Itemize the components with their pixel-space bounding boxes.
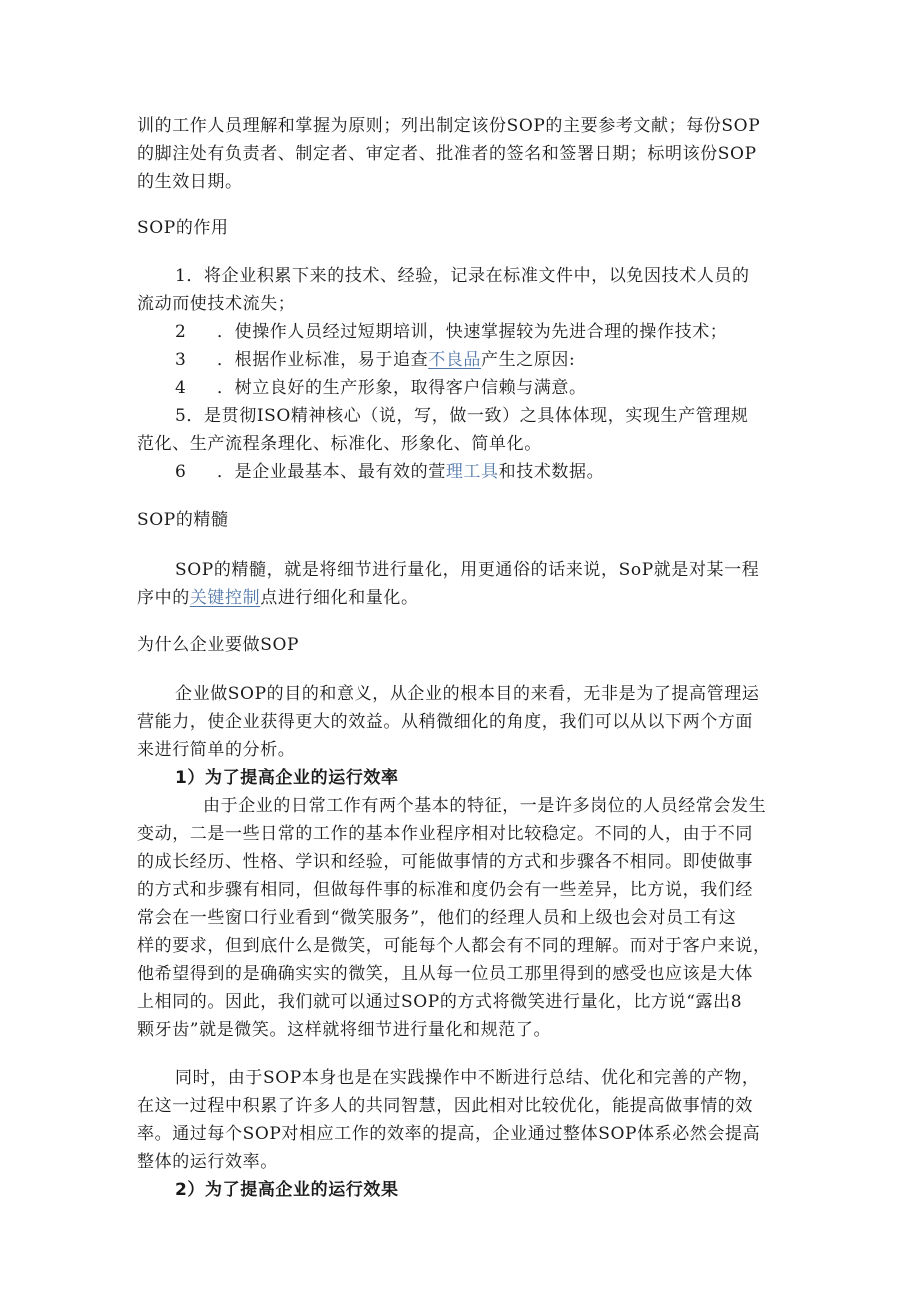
why-p2-line-7: 他希望得到的是确确实实的微笑，且从每一位员工那里得到的感受也应该是大体	[137, 964, 753, 984]
why-p2-line-3: 的成长经历、性格、学识和经验，可能做事情的方式和步骤各不相同。即使做事	[137, 852, 753, 872]
essence-line-1: SOP的精髓，就是将细节进行量化，用更通俗的话来说，SoP就是对某一程	[175, 560, 760, 580]
item-number: 5	[175, 406, 187, 426]
why-p2-line-4: 的方式和步骤有相同，但做每件事的标准和度仍会有一些差异，比方说，我们经	[137, 880, 753, 900]
item-text: ．是贯彻ISO精神核心（说，写，做一致）之具体体现，实现生产管理规	[186, 406, 749, 426]
why-p2-line-6: 样的要求，但到底什么是微笑，可能每个人都会有不同的理解。而对于客户来说，	[137, 936, 771, 956]
role-item-1-cont: 流动而使技术流失；	[137, 294, 296, 314]
why-p2-line-2: 变动，二是一些日常的工作的基本作业程序相对比较稳定。不同的人，由于不同	[137, 824, 753, 844]
why-p3-line-2: 在这一过程中积累了许多人的共同智慧，因此相对比较优化，能提高做事情的效	[137, 1096, 753, 1116]
why-p2-line-9: 颗牙齿”就是微笑。这样就将细节进行量化和规范了。	[137, 1020, 552, 1040]
item-number: 1	[175, 266, 187, 286]
role-item-2	[175, 318, 727, 346]
item-text: ．使操作人员经过短期培训，快速掌握较为先进合理的操作技术；	[217, 322, 728, 342]
why-p3-line-1: 同时，由于SOP本身也是在实践操作中不断进行总结、优化和完善的产物，	[175, 1068, 760, 1088]
item-number: 2	[175, 322, 187, 342]
item-text-after: 产生之原因:	[481, 350, 576, 370]
why-p2-line-5: 常会在一些窗口行业看到“微笑服务”，他们的经理人员和上级也会对员工有这	[137, 908, 737, 928]
why-p2-line-1: 由于企业的日常工作有两个基本的特征，一是许多岗位的人员经常会发生	[203, 796, 767, 816]
subheading-efficiency: 1）为了提高企业的运行效率	[175, 768, 399, 788]
role-item-4	[175, 374, 587, 402]
essence-text: 序中的	[137, 588, 190, 608]
essence-text-after: 点进行细化和量化。	[260, 588, 419, 608]
essence-line-2	[137, 584, 419, 612]
item-text: ．根据作业标准，易于追查	[217, 350, 429, 370]
why-p3-line-3: 率。通过每个SOP对相应工作的效率的提高，企业通过整体SOP体系必然会提高	[137, 1124, 761, 1144]
item-number: 6	[175, 462, 187, 482]
subheading-effectiveness: 2）为了提高企业的运行效果	[175, 1180, 399, 1200]
key-control-link[interactable]: 关键控制	[189, 588, 261, 608]
why-p2-line-8: 上相同的。因此，我们就可以通过SOP的方式将微笑进行量化，比方说“露出8	[137, 992, 743, 1012]
item-number: 4	[175, 378, 187, 398]
item-text-after: 和技术数据。	[498, 462, 605, 482]
role-item-6	[175, 458, 604, 486]
section-title-role: SOP的作用	[137, 218, 229, 238]
management-tool-link[interactable]: 理工具	[445, 462, 499, 482]
item-text: ．将企业积累下来的技术、经验，记录在标准文件中，以免因技术人员的	[186, 266, 750, 286]
why-p1-line-1: 企业做SOP的目的和意义，从企业的根本目的来看，无非是为了提高管理运	[175, 684, 760, 704]
intro-line-2: 的脚注处有负责者、制定者、审定者、批准者的签名和签署日期；标明该份SOP	[137, 144, 757, 164]
section-title-essence: SOP的精髓	[137, 510, 229, 530]
role-item-3	[175, 346, 575, 374]
why-p1-line-3: 来进行简单的分析。	[137, 740, 296, 760]
item-text: ．是企业最基本、最有效的萱	[217, 462, 446, 482]
role-item-1	[175, 262, 750, 290]
why-p3-line-4: 整体的运行效率。	[137, 1152, 278, 1172]
why-p1-line-2: 营能力，使企业获得更大的效益。从稍微细化的角度，我们可以从以下两个方面	[137, 712, 753, 732]
defective-product-link[interactable]: 不良品	[428, 350, 482, 370]
role-item-5	[175, 402, 749, 430]
role-item-5-cont: 范化、生产流程条理化、标准化、形象化、简单化。	[137, 434, 542, 454]
item-number: 3	[175, 350, 187, 370]
intro-line-1: 训的工作人员理解和掌握为原则；列出制定该份SOP的主要参考文献；每份SOP	[137, 116, 761, 136]
item-text: ．树立良好的生产形象，取得客户信赖与满意。	[217, 378, 587, 398]
intro-line-3: 的生效日期。	[137, 172, 243, 192]
section-title-why: 为什么企业要做SOP	[137, 635, 300, 655]
